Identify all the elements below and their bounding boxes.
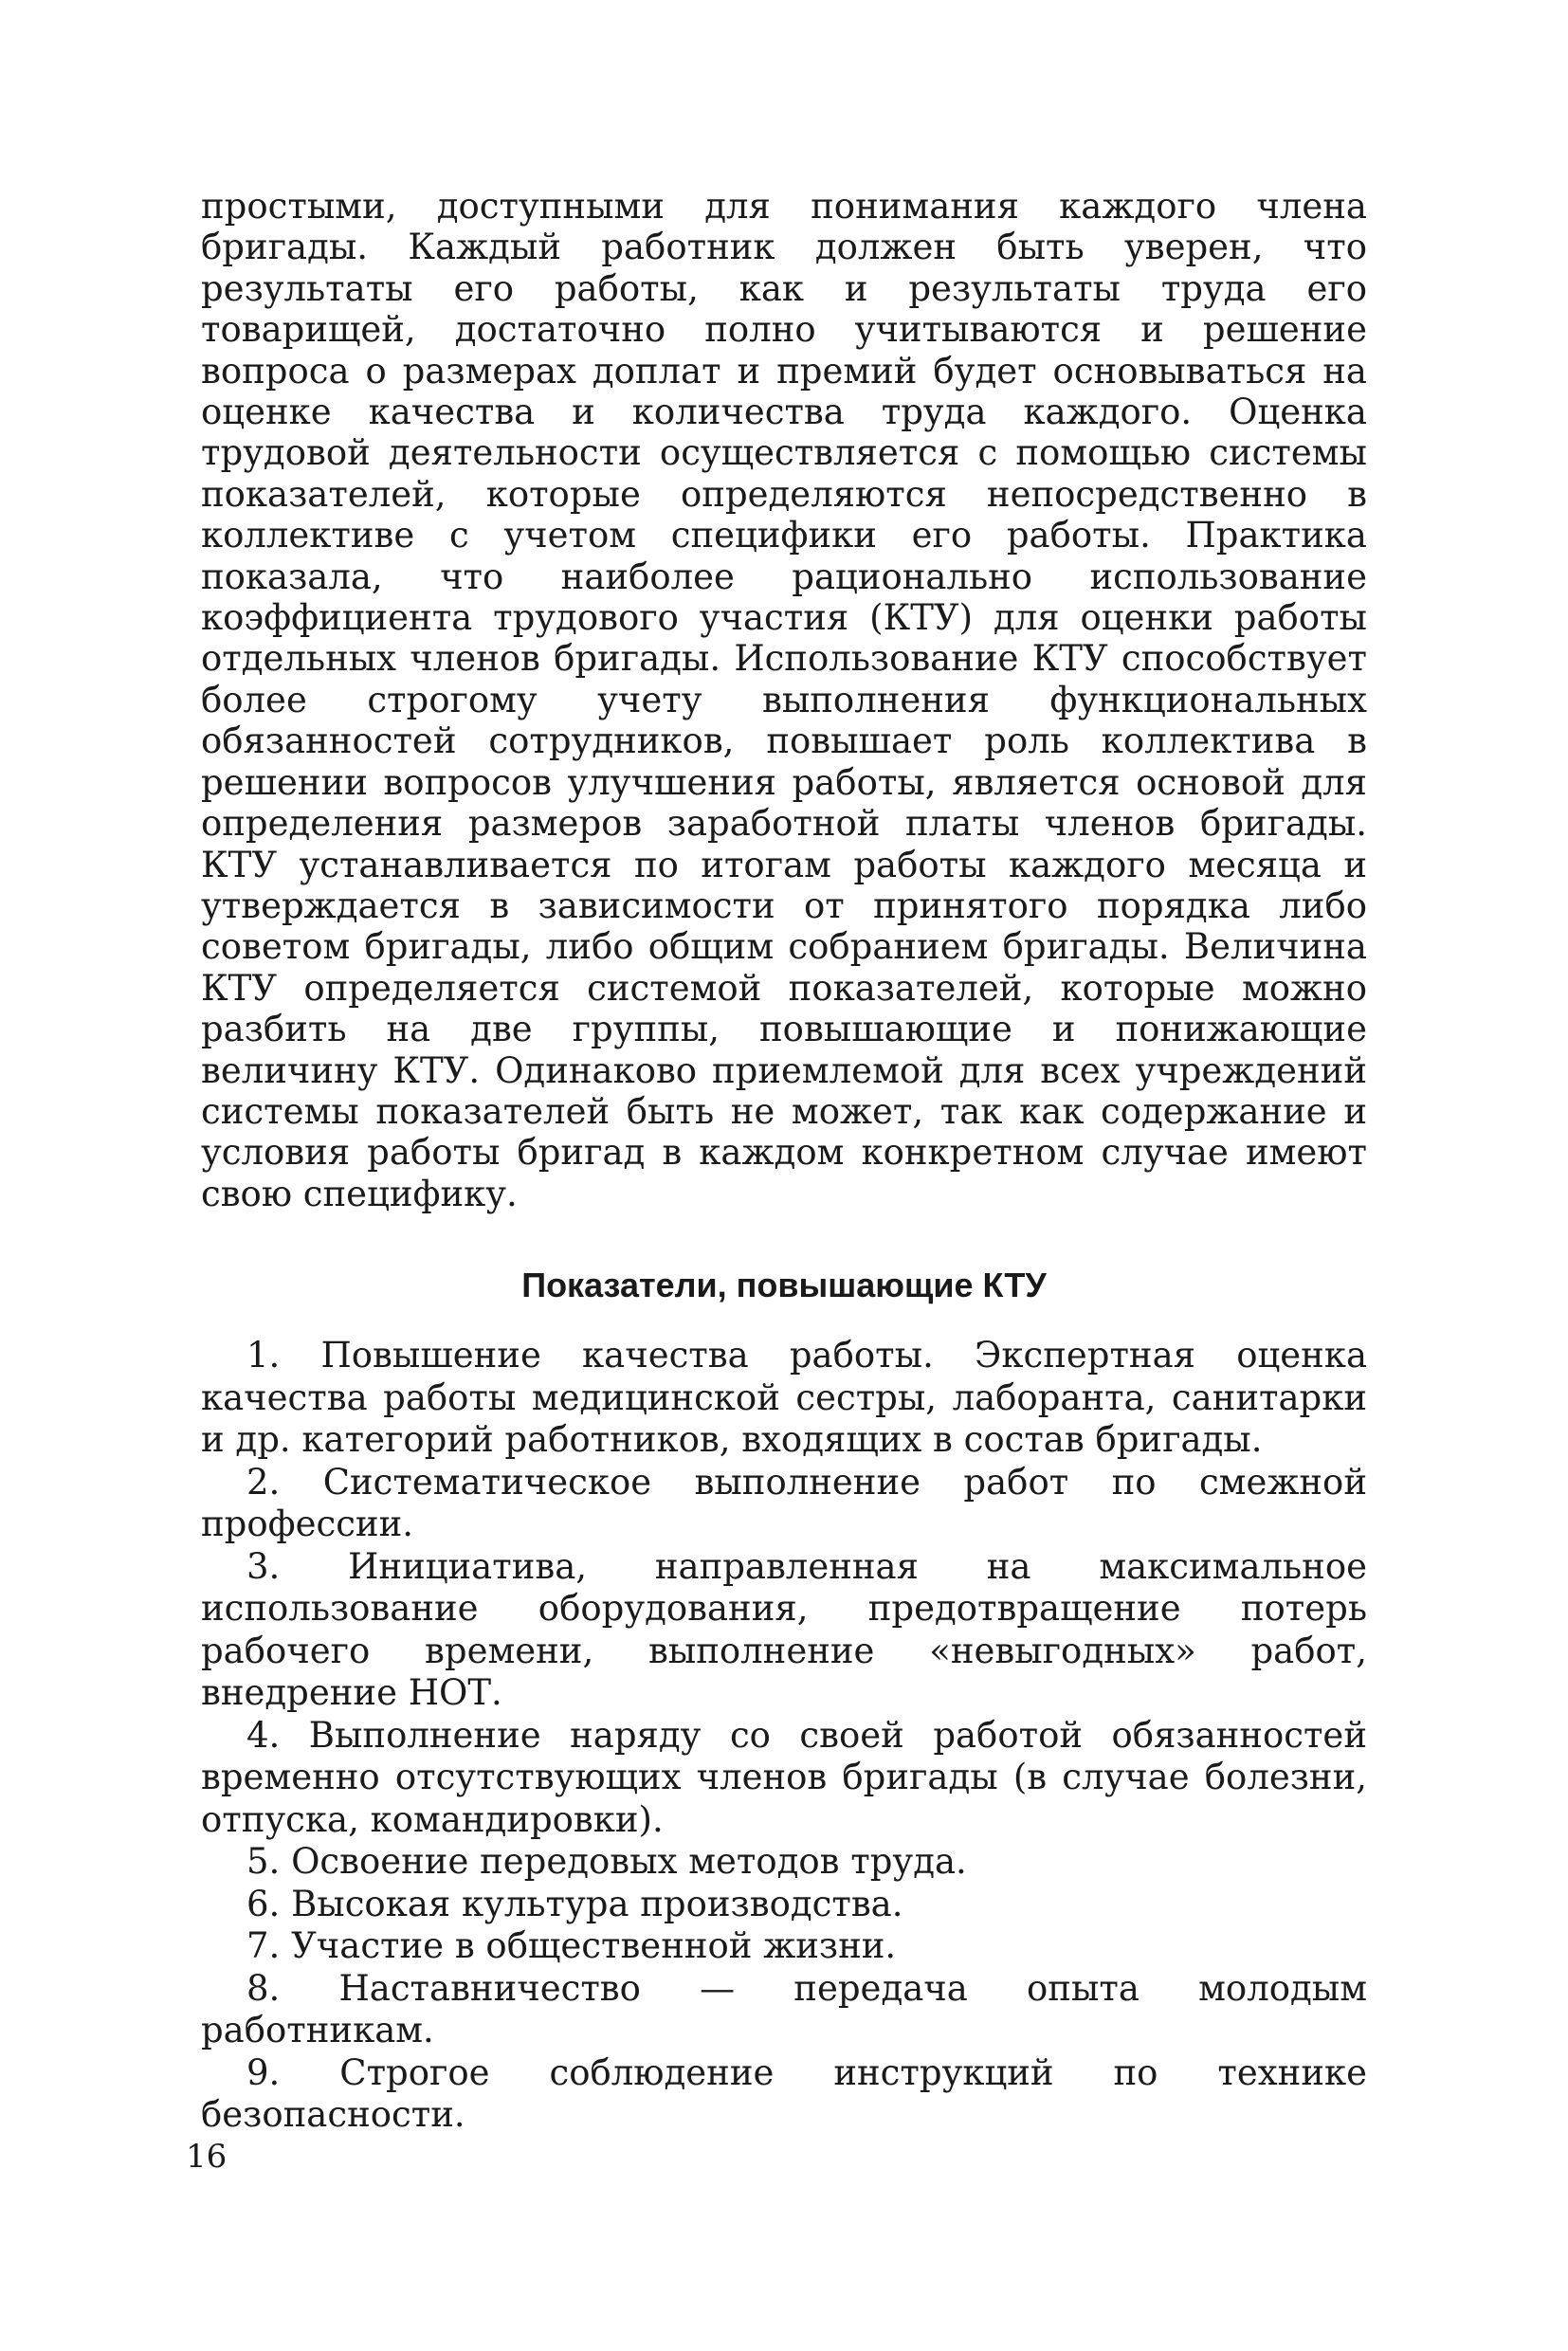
- page-number: 16: [186, 2138, 228, 2176]
- list-item: 8. Наставничество — передача опыта молодым работникам.: [201, 1967, 1367, 2050]
- body-paragraph: простыми, доступными для понимания каждого члена бригады. Каждый работник должен быть уверен, что результаты его работы, как и результаты труда его товарищей, достаточно полно учитываются и решение вопроса о размерах доплат и премий будет основываться на оценке качества и количества труда каждого. Оценка трудовой деятельности осуществляется с помощью системы показателей, которые определяются непосредственно в коллективе с учетом специфики его работы. Практика показала, что наиболее рационально использование коэффициента трудового участия (КТУ) для оценки работы отдельных членов бригады. Использование КТУ способствует более строгому учету выполнения функциональных обязанностей сотрудников, повышает роль коллектива в решении вопросов улучшения работы, является основой для определения размеров заработной платы членов бригады. КТУ устанавливается по итогам работы каждого месяца и утверждается в зависимости от принятого порядка либо советом бригады, либо общим собранием бригады. Величина КТУ определяется системой показателей, которые можно разбить на две группы, повышающие и понижающие величину КТУ. Одинаково приемлемой для всех учреждений системы показателей быть не может, так как содержание и условия работы бригад в каждом конкретном случае имеют свою специфику.: [201, 186, 1367, 1214]
- list-item: 6. Высокая культура производства.: [246, 1883, 903, 1924]
- list-item: 3. Инициатива, направленная на максимальное использование оборудования, предотвращение потерь рабочего времени, выполнение «невыгодных» работ, внедрение НОТ.: [201, 1545, 1367, 1713]
- list-item: 2. Систематическое выполнение работ по смежной профессии.: [201, 1461, 1367, 1544]
- list-item: 9. Строгое соблюдение инструкций по технике безопасности.: [201, 2051, 1367, 2135]
- list-item: 7. Участие в общественной жизни.: [246, 1925, 897, 1966]
- main-text-block: [201, 186, 1367, 1214]
- section-heading: Показатели, повышающие КТУ: [521, 1266, 1047, 1304]
- list-item: 4. Выполнение наряду со своей работой обязанностей временно отсутствующих членов бригады (в случае болезни, отпуска, командировки).: [201, 1714, 1367, 1840]
- list-item: 5. Освоение передовых методов труда.: [246, 1841, 967, 1882]
- list-item: 1. Повышение качества работы. Экспертная оценка качества работы медицинской сестры, лаборанта, санитарки и др. категорий работников, входящих в состав бригады.: [201, 1335, 1367, 1460]
- indicators-list: [201, 1335, 1367, 2137]
